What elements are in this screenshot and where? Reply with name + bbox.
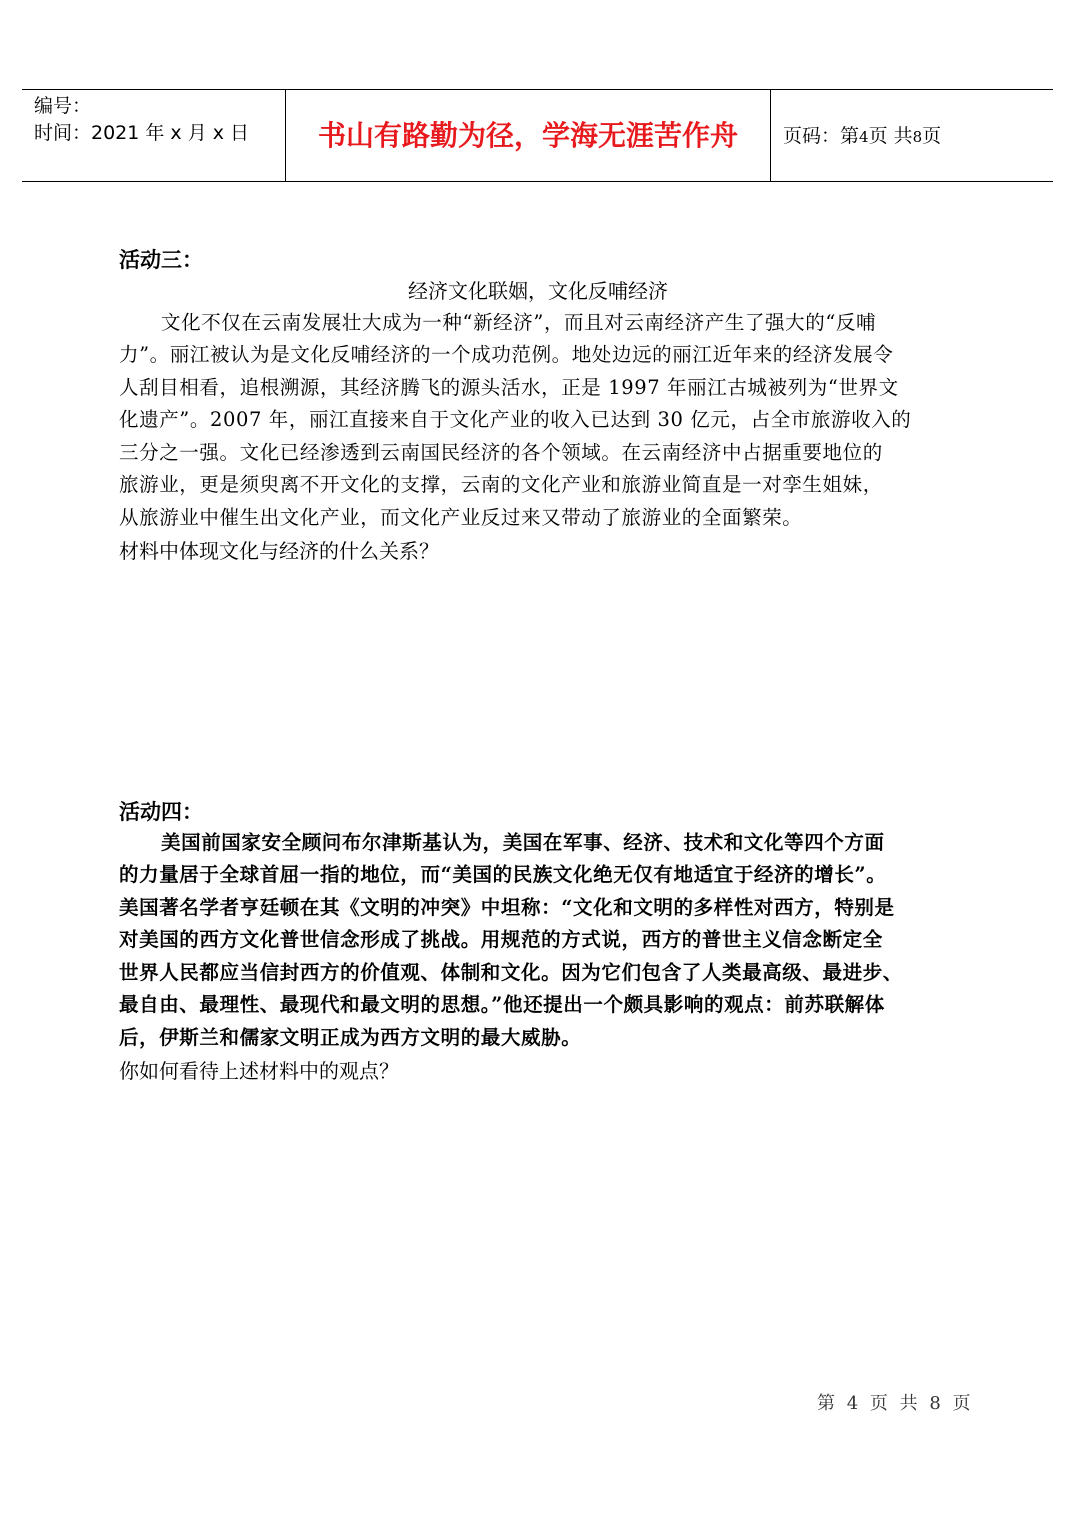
activity3-title: 活动三： — [119, 248, 203, 272]
activity3-subtitle: 经济文化联姻，文化反哺经济 — [408, 279, 668, 303]
activity3-question: 材料中体现文化与经济的什么关系？ — [119, 539, 439, 563]
activity4-line: 对美国的西方文化普世信念形成了挑战。用规范的方式说，西方的普世主义信念断定全 — [119, 928, 883, 951]
activity4-line: 的力量居于全球首屈一指的地位，而“美国的民族文化绝无仅有地适宜于经济的增长”。 — [119, 863, 887, 886]
activity4-line: 后，伊斯兰和儒家文明正成为西方文明的最大威胁。 — [119, 1026, 582, 1049]
time-text: 时间：2021 年 x 月 x 日 — [34, 122, 250, 144]
activity3-line: 旅游业，更是须臾离不开文化的支撑，云南的文化产业和旅游业简直是一对孪生姐妹， — [119, 473, 883, 496]
activity4-line: 美国著名学者亨廷顿在其《文明的冲突》中坦称：“文化和文明的多样性对西方，特别是 — [119, 896, 895, 919]
page-mid: 页 共 — [868, 125, 913, 147]
page-footer: 第 4 页 共 8 页 — [817, 1393, 971, 1414]
activity3-line: 化遗产”。2007 年，丽江直接来自于文化产业的收入已达到 30 亿元，占全市旅游收入的 — [119, 408, 912, 431]
page-header — [22, 89, 1053, 182]
page-current: 4 — [859, 128, 869, 146]
page-code — [783, 123, 941, 150]
activity3-line: 从旅游业中催生出文化产业，而文化产业反过来又带动了旅游业的全面繁荣。 — [119, 506, 803, 529]
activity4-question: 你如何看待上述材料中的观点？ — [119, 1059, 399, 1083]
motto: 书山有路勤为径，学海无涯苦作舟 — [317, 119, 738, 152]
header-page-cell — [771, 90, 1053, 181]
activity4-line: 最自由、最理性、最现代和最文明的思想。”他还提出一个颇具影响的观点：前苏联解体 — [119, 993, 885, 1016]
activity3-line: 文化不仅在云南发展壮大成为一种“新经济”，而且对云南经济产生了强大的“反哺 — [161, 311, 877, 334]
activity3-line: 人刮目相看，追根溯源，其经济腾飞的源头活水，正是 1997 年丽江古城被列为“世界文 — [119, 376, 899, 399]
page-prefix: 页码：第 — [783, 125, 860, 147]
activity3-line: 三分之一强。文化已经渗透到云南国民经济的各个领域。在云南经济中占据重要地位的 — [119, 441, 883, 464]
header-info-cell — [22, 90, 285, 181]
serial-label: 编号： — [34, 95, 92, 117]
header-motto-cell — [285, 90, 771, 181]
page-suffix: 页 — [922, 125, 942, 147]
activity4-line: 美国前国家安全顾问布尔津斯基认为，美国在军事、经济、技术和文化等四个方面 — [161, 831, 885, 854]
activity3-line: 力”。丽江被认为是文化反哺经济的一个成功范例。地处边远的丽江近年来的经济发展令 — [119, 343, 894, 366]
activity4-title: 活动四： — [119, 800, 203, 824]
activity4-line: 世界人民都应当信封西方的价值观、体制和文化。因为它们包含了人类最高级、最进步、 — [119, 961, 903, 984]
page-total: 8 — [912, 128, 923, 146]
